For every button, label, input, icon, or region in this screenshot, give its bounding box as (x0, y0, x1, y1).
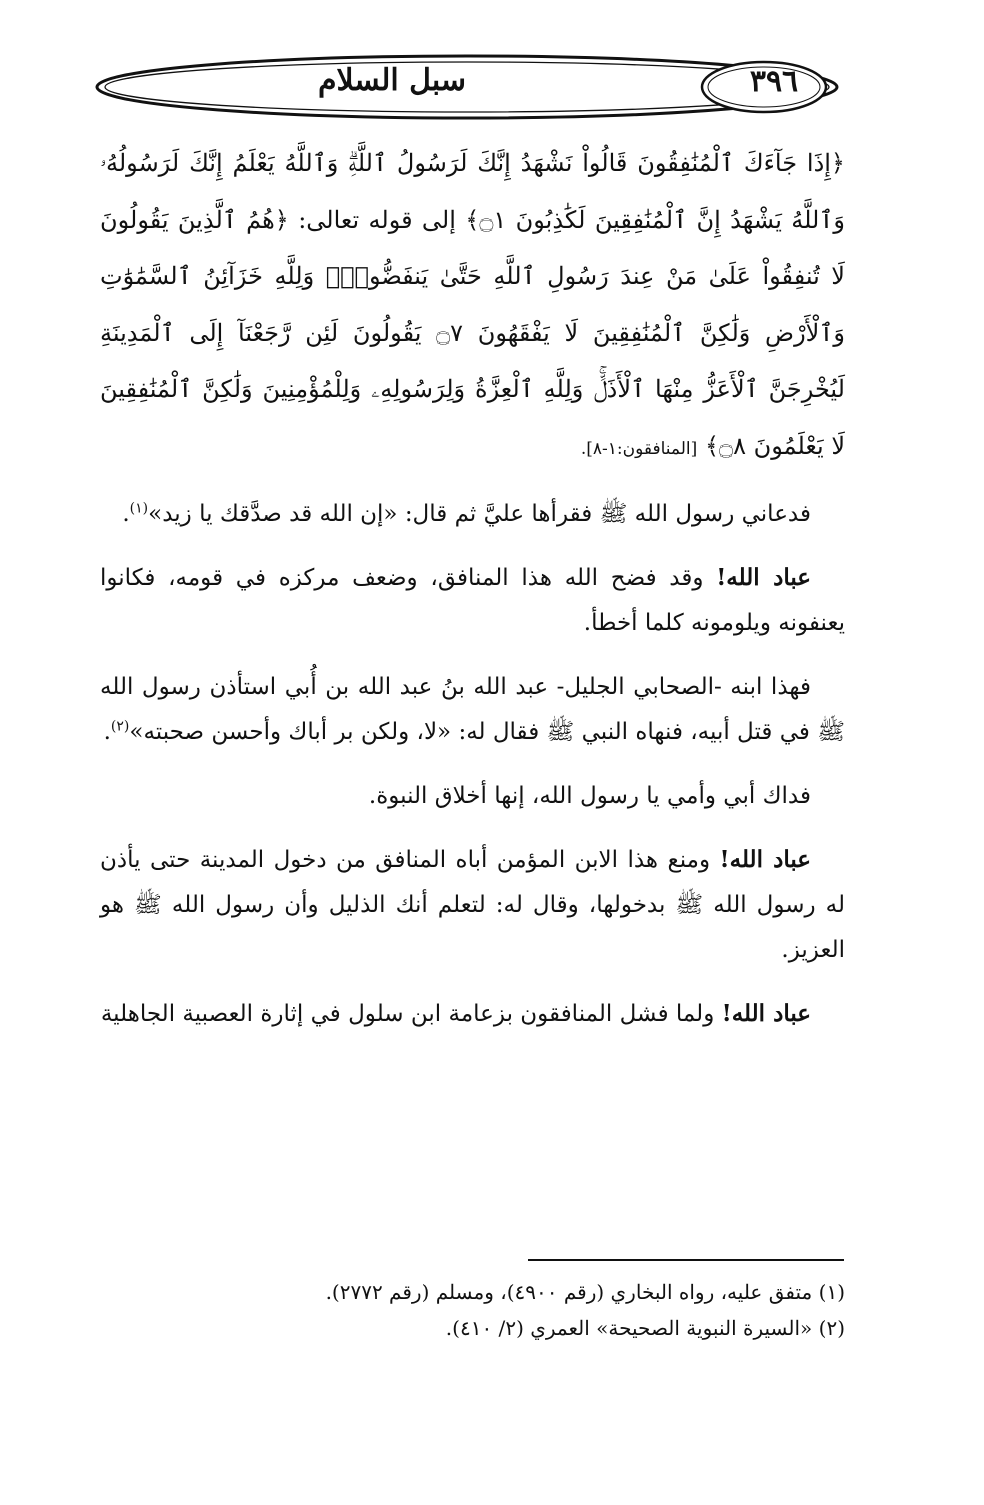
footnote-item: (١) متفق عليه، رواه البخاري (رقم ٤٩٠٠)، ومسلم (رقم ٢٧٧٢). (325, 1280, 845, 1304)
quran-reference: [المنافقون:١-٨]. (580, 438, 698, 459)
paragraph (100, 991, 845, 1037)
main-text (100, 135, 845, 1055)
page-number: ٣٩٦ (749, 64, 799, 99)
paragraph (100, 837, 845, 973)
paragraph-tail: . (122, 501, 130, 527)
paragraph-lead: عباد الله! (719, 846, 811, 873)
paragraph (100, 555, 845, 646)
paragraph-text: فداك أبي وأمي يا رسول الله، إنها أخلاق النبوة. (368, 783, 811, 809)
paragraph-lead: عباد الله! (716, 564, 811, 591)
footnote-divider (528, 1259, 844, 1261)
quran-text: ﴿إِذَا جَآءَكَ ٱلْمُنَٰفِقُونَ قَالُواْ نَشْهَدُ إِنَّكَ لَرَسُولُ ٱللَّهِۗ وَٱللَّهُ يَعْلَمُ إِنَّكَ لَرَسُولُهُۥ وَٱللَّهُ يَشْهَدُ إِنَّ ٱلْمُنَٰفِقِينَ لَكَٰذِبُونَ ۝١﴾ إلى قوله تعالى: ﴿هُمُ ٱلَّذِينَ يَقُولُونَ لَا تُنفِقُواْ عَلَىٰ مَنْ عِندَ رَسُولِ ٱللَّهِ حَتَّىٰ يَنفَضُّواْۗ وَلِلَّهِ خَزَآئِنُ ٱلسَّمَٰوَٰتِ وَٱلْأَرْضِ وَلَٰكِنَّ ٱلْمُنَٰفِقِينَ لَا يَفْقَهُونَ ۝٧ يَقُولُونَ لَئِن رَّجَعْنَآ إِلَى ٱلْمَدِينَةِ لَيُخْرِجَنَّ ٱلْأَعَزُّ مِنْهَا ٱلْأَذَلَّۚ وَلِلَّهِ ٱلْعِزَّةُ وَلِرَسُولِهِۦ وَلِلْمُؤْمِنِينَ وَلَٰكِنَّ ٱلْمُنَٰفِقِينَ لَا يَعْلَمُونَ ۝٨﴾ (100, 149, 845, 460)
paragraph-text: ومنع هذا الابن المؤمن أباه المنافق من دخول المدينة حتى يأذن له رسول الله ﷺ بدخولها، وقال له: لتعلم أنك الذليل وأن رسول الله ﷺ هو العزيز. (100, 847, 845, 963)
paragraph (100, 773, 845, 819)
paragraph-text: ولما فشل المنافقون بزعامة ابن سلول في إثارة العصبية الجاهلية (100, 1001, 722, 1027)
paragraph-lead: عباد الله! (721, 1000, 811, 1027)
paragraph (100, 664, 845, 755)
footnote-marker[interactable]: (٢) (110, 718, 130, 735)
page-header (92, 52, 842, 122)
paragraph-text: فدعاني رسول الله ﷺ فقرأها عليَّ ثم قال: «إن الله قد صدَّقك يا زيد» (148, 501, 811, 527)
paragraph-text: فهذا ابنه -الصحابي الجليل- عبد الله بنُ عبد الله بن أُبي استأذن رسول الله ﷺ في قتل أبيه، فنهاه النبي ﷺ فقال له: «لا، ولكن بر أباك وأحسن صحبته» (100, 674, 845, 745)
paragraph (100, 491, 845, 537)
footnotes (100, 1274, 845, 1346)
footnote-marker[interactable]: (١) (129, 500, 149, 517)
book-title: سبل السلام (317, 63, 467, 98)
paragraph-tail: . (103, 719, 111, 745)
quran-quotation (100, 135, 845, 477)
paragraph-text: وقد فضح الله هذا المنافق، وضعف مركزه في قومه، فكانوا يعنفونه ويلومونه كلما أخطأ. (100, 565, 845, 636)
footnote-item: (٢) «السيرة النبوية الصحيحة» العمري (٢/ ٤١٠). (445, 1316, 845, 1340)
